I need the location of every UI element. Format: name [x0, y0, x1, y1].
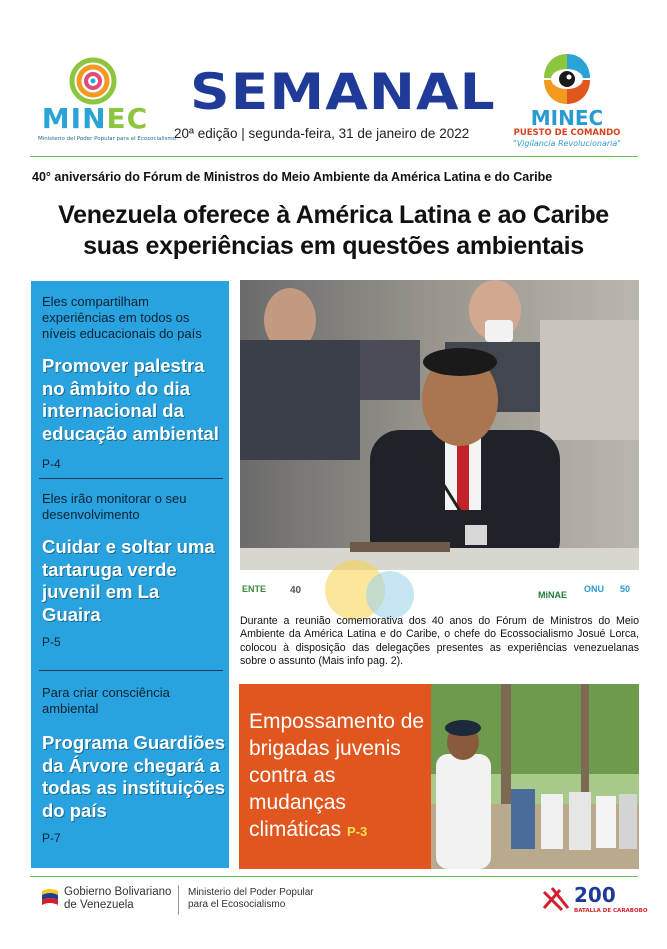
- minec-wordmark: MINEC: [41, 102, 149, 135]
- spiral-logo-icon: [70, 58, 116, 104]
- sidebar-story-1[interactable]: [31, 281, 229, 471]
- masthead-title: SEMANAL: [190, 63, 496, 121]
- bicentennial-logo-image: [542, 880, 648, 920]
- banner-minae: MiNAE: [538, 590, 567, 600]
- bicentennial-logo: [542, 880, 648, 920]
- edition-line: 20ª edição | segunda-feira, 31 de janeiro de 2022: [174, 126, 470, 141]
- minec-tagline: Ministerio del Poder Popular para el Ecosocialismo: [38, 136, 177, 142]
- top-divider: [30, 156, 638, 157]
- banner-anniv: 40: [290, 585, 302, 596]
- story-lead: Eles irão monitorar o seu desenvolvimento: [42, 491, 187, 522]
- venezuela-flag-icon: [40, 887, 60, 909]
- sidebar-story-2[interactable]: [31, 479, 229, 669]
- story-title: Cuidar e soltar uma tartaruga verde juvenil em La Guaira: [42, 536, 215, 625]
- brigade-photo: [431, 684, 639, 869]
- gov-line-2: de Venezuela: [64, 899, 134, 911]
- story-lead: Eles compartilham experiências em todos os níveis educacionais do país: [42, 294, 202, 341]
- sidebar: [31, 281, 229, 868]
- story-page: P-7: [42, 831, 61, 845]
- bicentennial-text: BATALLA DE CARABOBO: [574, 908, 648, 914]
- banner-text-left: ENTE: [242, 584, 267, 594]
- feature-page: P-3: [347, 824, 368, 839]
- main-photo: [240, 280, 639, 610]
- eye-logo-icon: [538, 50, 596, 108]
- kicker: 40° aniversário do Fórum de Ministros do Meio Ambiente da América Latina e do Caribe: [32, 170, 553, 184]
- photo-caption: Durante a reunião comemorativa dos 40 anos do Fórum de Ministros do Meio Ambiente da América Latina e do Caribe, o chefe do Ecossocialismo Josué Lorca, colocou à disposição das delegações presentes as experiências venezuelanas sobre o assunto (Mais info pag. 2).: [240, 615, 639, 668]
- puesto-de-comando-logo: [502, 48, 632, 158]
- headline-line-1: Venezuela oferece à América Latina e ao Caribe: [58, 201, 609, 229]
- command-label: PUESTO DE COMANDO: [513, 128, 621, 138]
- feature-box[interactable]: [239, 684, 431, 869]
- story-page: P-5: [42, 635, 61, 649]
- bottom-divider: [30, 876, 638, 877]
- ministry-line-2: para el Ecosocialismo: [188, 899, 286, 910]
- banner-50: 50: [620, 584, 631, 594]
- brigade-photo-image: [431, 684, 639, 869]
- banner-un: ONU: [584, 584, 604, 594]
- masthead: [190, 62, 496, 122]
- sidebar-story-3[interactable]: [31, 671, 229, 868]
- feature-title: Empossamento de brigadas juvenis contra as mudanças climáticas: [249, 710, 425, 841]
- headline-line-2: suas experiências em questões ambientais: [83, 232, 584, 260]
- story-title: Promover palestra no âmbito do dia internacional da educação ambiental: [42, 355, 219, 444]
- slogan-label: "Vigilancia Revolucionaria": [513, 139, 621, 148]
- story-page: P-4: [42, 457, 61, 471]
- ministry-line-1: Ministerio del Poder Popular: [188, 887, 314, 898]
- minec-logo: [36, 58, 177, 144]
- story-title: Programa Guardiões da Árvore chegará a todas as instituições do país: [42, 732, 226, 821]
- bicentennial-number: 200: [574, 883, 616, 907]
- story-lead: Para criar consciência ambiental: [42, 685, 170, 716]
- feature-text: [249, 708, 429, 845]
- headline: [20, 200, 647, 262]
- gov-line-1: Gobierno Bolivariano: [64, 886, 172, 898]
- minec-wordmark-right: MINEC: [530, 106, 604, 130]
- footer-separator: [178, 885, 179, 915]
- main-photo-image: [240, 280, 639, 610]
